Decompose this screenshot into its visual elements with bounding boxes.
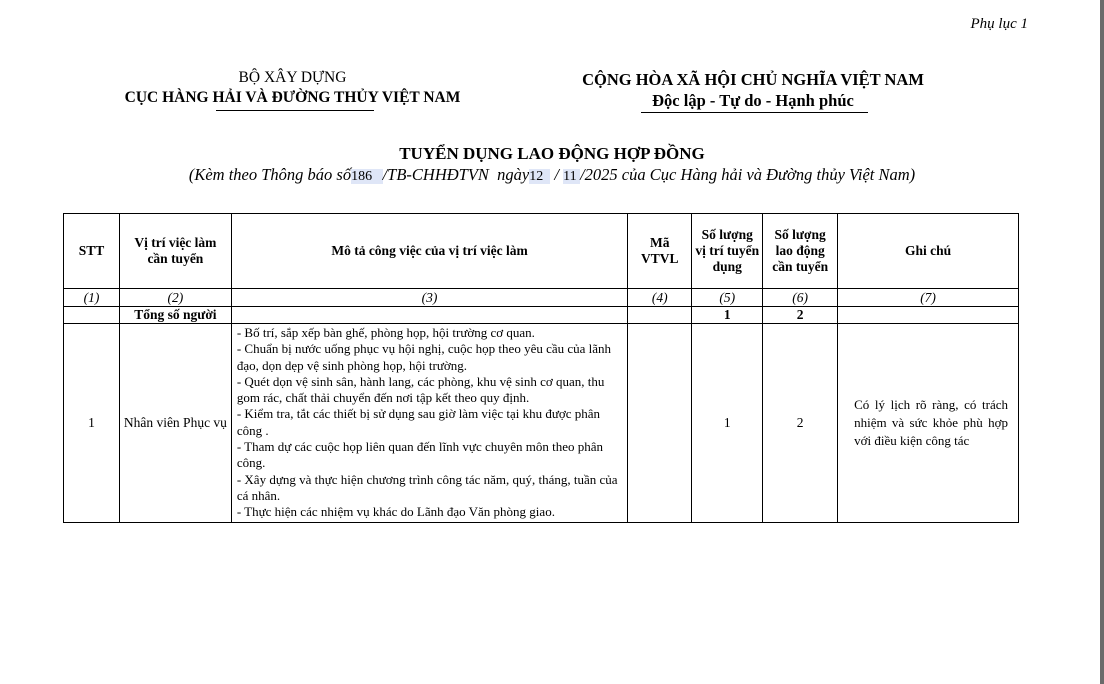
doc-code: /TB-CHHĐTVN ngày xyxy=(382,165,530,184)
country-name: CỘNG HÒA XÃ HỘI CHỦ NGHĨA VIỆT NAM xyxy=(582,70,924,89)
col-number: (4) xyxy=(628,289,692,307)
duty-item: - Xây dựng và thực hiện chương trình công tác năm, quý, tháng, tuần của cá nhân. xyxy=(236,471,618,503)
page-edge xyxy=(1100,0,1104,684)
agency-underline xyxy=(216,110,374,111)
appendix-label: Phụ lục 1 xyxy=(970,16,1028,32)
total-stt xyxy=(64,307,120,324)
date-month: 11 xyxy=(563,169,581,184)
row-code xyxy=(628,324,692,523)
duty-item: - Chuẩn bị nước uống phục vụ hội nghị, cuộc họp theo yêu cầu của lãnh đạo, dọn dẹp vệ sinh phòng họp, hội trường. xyxy=(236,341,612,373)
table-row xyxy=(64,324,1019,523)
total-workers: 2 xyxy=(763,307,838,324)
header-row xyxy=(64,214,1019,289)
col-number: (7) xyxy=(838,289,1019,307)
header-workers-count: Số lượng lao động cần tuyển xyxy=(763,214,838,289)
col-number: (2) xyxy=(119,289,231,307)
duty-item: - Bố trí, sắp xếp bàn ghế, phòng họp, hội trường cơ quan. xyxy=(236,325,535,340)
issuing-agency-header xyxy=(110,68,475,108)
duty-item: - Thực hiện các nhiệm vụ khác do Lãnh đạo Văn phòng giao. xyxy=(236,504,555,520)
column-number-row xyxy=(64,289,1019,307)
col-number: (6) xyxy=(763,289,838,307)
total-code xyxy=(628,307,692,324)
document-title: TUYỂN DỤNG LAO ĐỘNG HỢP ĐỒNG xyxy=(399,144,705,163)
total-description xyxy=(231,307,627,324)
header-note: Ghi chú xyxy=(838,214,1019,289)
agency-name: CỤC HÀNG HẢI VÀ ĐƯỜNG THỦY VIỆT NAM xyxy=(124,89,461,106)
col-number: (3) xyxy=(231,289,627,307)
date-sep: / xyxy=(550,165,564,184)
row-stt: 1 xyxy=(64,324,120,523)
row-position: Nhân viên Phục vụ xyxy=(119,324,231,523)
duty-item: - Tham dự các cuộc họp liên quan đến lĩnh vực chuyên môn theo phân công. xyxy=(236,439,604,471)
header-description: Mô tả công việc của vị trí việc làm xyxy=(231,214,627,289)
header-position: Vị trí việc làm cần tuyển xyxy=(119,214,231,289)
col-number: (5) xyxy=(692,289,763,307)
total-label: Tổng số người xyxy=(119,307,231,324)
subtitle-prefix: (Kèm theo Thông báo số xyxy=(188,165,352,184)
header-stt: STT xyxy=(64,214,120,289)
document-subtitle xyxy=(0,165,1104,185)
row-note: Có lý lịch rõ ràng, có trách nhiệm và sức khỏe phù hợp với điều kiện công tác xyxy=(838,324,1019,523)
row-workers: 2 xyxy=(763,324,838,523)
header-positions-count: Số lượng vị trí tuyển dụng xyxy=(692,214,763,289)
total-note xyxy=(838,307,1019,324)
duty-item: - Quét dọn vệ sinh sân, hành lang, các phòng, khu vệ sinh cơ quan, thu gom rác, chất thải chuyển đến nơi tập kết theo quy định. xyxy=(236,373,605,406)
recruitment-table xyxy=(63,213,1019,523)
duty-item: - Kiểm tra, tắt các thiết bị sử dụng sau giờ làm việc tại khu được phân công . xyxy=(236,406,601,438)
total-positions: 1 xyxy=(692,307,763,324)
motto: Độc lập - Tự do - Hạnh phúc xyxy=(652,91,854,110)
subtitle-suffix: /2025 của Cục Hàng hải và Đường thủy Việt Nam) xyxy=(580,165,916,184)
motto-underline xyxy=(641,112,868,113)
header-code: Mã VTVL xyxy=(628,214,692,289)
ministry-name: BỘ XÂY DỰNG xyxy=(238,69,347,86)
row-description xyxy=(231,324,627,523)
national-header xyxy=(560,69,946,111)
total-row xyxy=(64,307,1019,324)
date-day: 12 xyxy=(529,169,551,184)
row-positions: 1 xyxy=(692,324,763,523)
col-number: (1) xyxy=(64,289,120,307)
notice-number: 186 xyxy=(351,169,383,184)
